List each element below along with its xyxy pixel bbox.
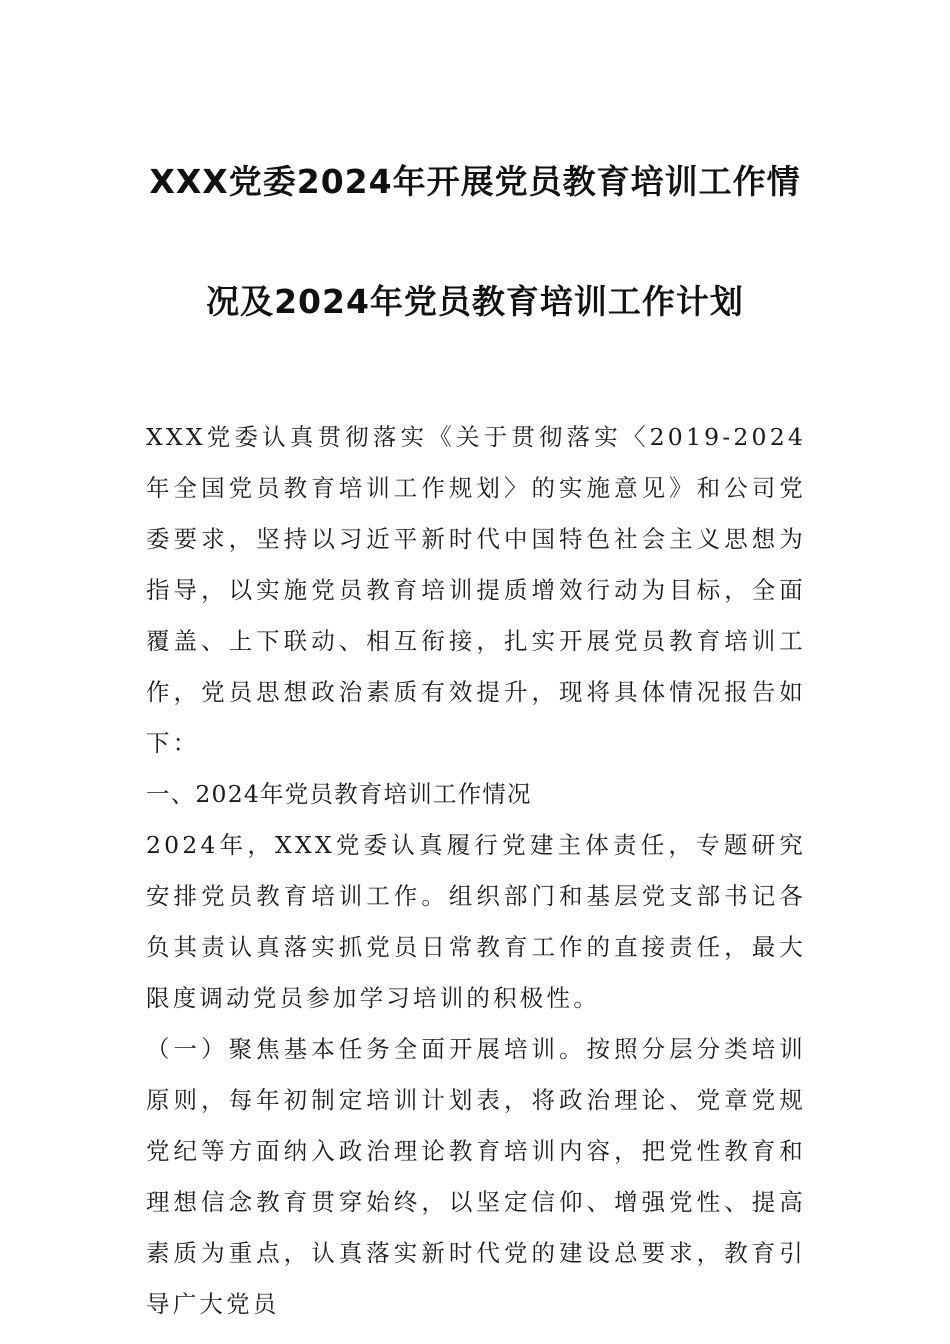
- document-body: [146, 412, 806, 1330]
- section-heading-1: 一、2024年党员教育培训工作情况: [146, 780, 532, 808]
- subsection-1-paragraph: （一）聚焦基本任务全面开展培训。按照分层分类培训原则，每年初制定培训计划表，将政治理论、党章党规党纪等方面纳入政治理论教育培训内容，把党性教育和理想信念教育贯穿始终，以坚定信仰、增强党性、提高素质为重点，认真落实新时代党的建设总要求，教育引导广大党员: [146, 1035, 806, 1318]
- document-title-line-2: 况及2024年党员教育培训工作计划: [206, 282, 744, 321]
- section-1-paragraph: 2024年，XXX党委认真履行党建主体责任，专题研究安排党员教育培训工作。组织部门和基层党支部书记各负其责认真落实抓党员日常教育工作的直接责任，最大限度调动党员参加学习培训的积极性。: [146, 831, 806, 1012]
- intro-paragraph: XXX党委认真贯彻落实《关于贯彻落实〈2019-2024年全国党员教育培训工作规划〉的实施意见》和公司党委要求，坚持以习近平新时代中国特色社会主义思想为指导，以实施党员教育培训提质增效行动为目标，全面覆盖、上下联动、相互衔接，扎实开展党员教育培训工作，党员思想政治素质有效提升，现将具体情况报告如下：: [146, 423, 806, 757]
- document-title-line-1: XXX党委2024年开展党员教育培训工作情: [149, 162, 801, 201]
